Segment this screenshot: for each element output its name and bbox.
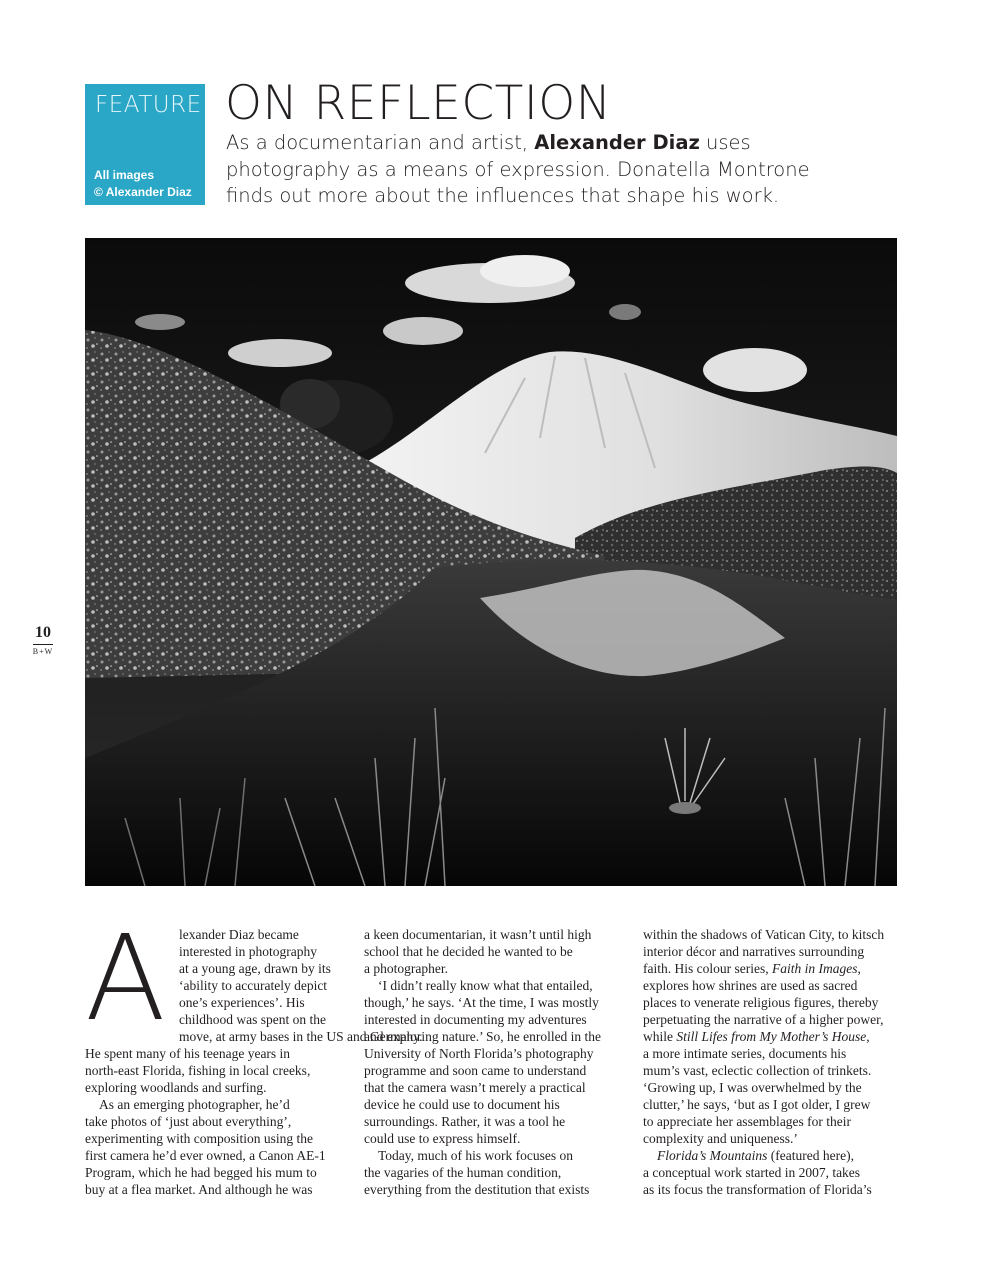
paragraph <box>364 1147 619 1198</box>
text-line: surroundings. Rather, it was a tool he <box>364 1114 566 1129</box>
text-line: first camera he’d ever owned, a Canon AE-1 <box>85 1148 326 1163</box>
text-line: ‘I didn’t really know what that entailed, <box>378 978 593 993</box>
body-column-2 <box>364 926 619 1198</box>
text-line: move, at army bases in the US and Germany. <box>179 1029 423 1044</box>
text-line: to appreciate her assemblages for their <box>643 1114 852 1129</box>
credit-line: © Alexander Diaz <box>94 185 192 199</box>
text-line: University of North Florida’s photography <box>364 1046 594 1061</box>
text-line: complexity and uniqueness.’ <box>643 1131 798 1146</box>
text-line: a photographer. <box>364 961 448 976</box>
text-line: as its focus the transformation of Florida’s <box>643 1182 872 1197</box>
text-line: mum’s vast, eclectic collection of trinkets. <box>643 1063 872 1078</box>
text-run: while <box>643 1029 677 1044</box>
standfirst-artist-name: Alexander Diaz <box>534 131 700 154</box>
text-line: places to venerate religious figures, thereby <box>643 995 879 1010</box>
paragraph <box>643 926 898 1147</box>
standfirst-text: uses photography as a means of expression. Donatella Montrone finds out more about the influences that shape his work. <box>226 131 810 207</box>
section-label: FEATURE <box>95 92 202 118</box>
page-title: ON REFLECTION <box>225 76 612 131</box>
text-line: at a young age, drawn by its <box>179 961 331 976</box>
text-line: As an emerging photographer, he’d <box>99 1097 290 1112</box>
text-line: lexander Diaz became <box>179 927 299 942</box>
text-line: everything from the destitution that exists <box>364 1182 590 1197</box>
text-line: perpetuating the narrative of a higher power, <box>643 1012 884 1027</box>
text-line: explores how shrines are used as sacred <box>643 978 858 993</box>
paragraph <box>643 1147 898 1198</box>
magazine-mark: B+W <box>32 647 54 656</box>
text-line: take photos of ‘just about everything’, <box>85 1114 292 1129</box>
text-run: , <box>857 961 861 976</box>
text-line: could use to express himself. <box>364 1131 521 1146</box>
feature-box <box>85 84 205 205</box>
text-line: ‘Growing up, I was overwhelmed by the <box>643 1080 862 1095</box>
text-line: experimenting with composition using the <box>85 1131 313 1146</box>
text-line: childhood was spent on the <box>179 1012 326 1027</box>
text-line: device he could use to document his <box>364 1097 560 1112</box>
text-line <box>643 1147 898 1164</box>
series-title: Still Lifes from My Mother’s House <box>676 1029 867 1044</box>
text-line: Program, which he had begged his mum to <box>85 1165 317 1180</box>
text-line: clutter,’ he says, ‘but as I got older, I grew <box>643 1097 871 1112</box>
paragraph <box>364 926 619 977</box>
text-line: school that he decided he wanted to be <box>364 944 573 959</box>
text-line: ‘ability to accurately depict <box>179 978 328 993</box>
text-line: programme and soon came to understand <box>364 1063 587 1078</box>
text-line: exploring woodlands and surfing. <box>85 1080 267 1095</box>
feature-photograph <box>85 238 897 886</box>
text-line: buy at a flea market. And although he was <box>85 1182 313 1197</box>
text-line: a more intimate series, documents his <box>643 1046 847 1061</box>
text-run: (featured here), <box>767 1148 854 1163</box>
series-title: Florida’s Mountains <box>657 1148 768 1163</box>
paragraph <box>85 1096 340 1198</box>
text-line: that the camera wasn’t merely a practical <box>364 1080 586 1095</box>
folio-rule <box>33 644 53 645</box>
text-line: He spent many of his teenage years in <box>85 1046 291 1061</box>
text-line: north-east Florida, fishing in local creeks, <box>85 1063 311 1078</box>
text-line <box>643 960 898 977</box>
text-line: within the shadows of Vatican City, to kitsch <box>643 927 885 942</box>
text-line: and exploring nature.’ So, he enrolled in the <box>364 1029 602 1044</box>
page-folio <box>28 624 58 656</box>
paragraph <box>364 977 619 1147</box>
text-run: faith. His colour series, <box>643 961 772 976</box>
text-line: one’s experiences’. His <box>179 995 305 1010</box>
text-line: a conceptual work started in 2007, takes <box>643 1165 861 1180</box>
body-column-3 <box>643 926 898 1198</box>
text-line: a keen documentarian, it wasn’t until high <box>364 927 592 942</box>
standfirst <box>226 130 846 210</box>
standfirst-text: As a documentarian and artist, <box>226 131 535 154</box>
text-line: interior décor and narratives surrounding <box>643 944 865 959</box>
series-title: Faith in Images <box>771 961 858 976</box>
text-line: interested in photography <box>179 944 317 959</box>
image-credit <box>94 167 192 201</box>
text-line: the vagaries of the human condition, <box>364 1165 562 1180</box>
text-line <box>643 1028 898 1045</box>
credit-line: All images <box>94 168 155 182</box>
drop-cap: A <box>85 909 166 1047</box>
text-run: , <box>866 1029 870 1044</box>
text-line: Today, much of his work focuses on <box>378 1148 574 1163</box>
photo-illustration <box>85 238 897 886</box>
text-line: interested in documenting my adventures <box>364 1012 587 1027</box>
text-line: though,’ he says. ‘At the time, I was mostly <box>364 995 599 1010</box>
page-number: 10 <box>35 624 51 641</box>
